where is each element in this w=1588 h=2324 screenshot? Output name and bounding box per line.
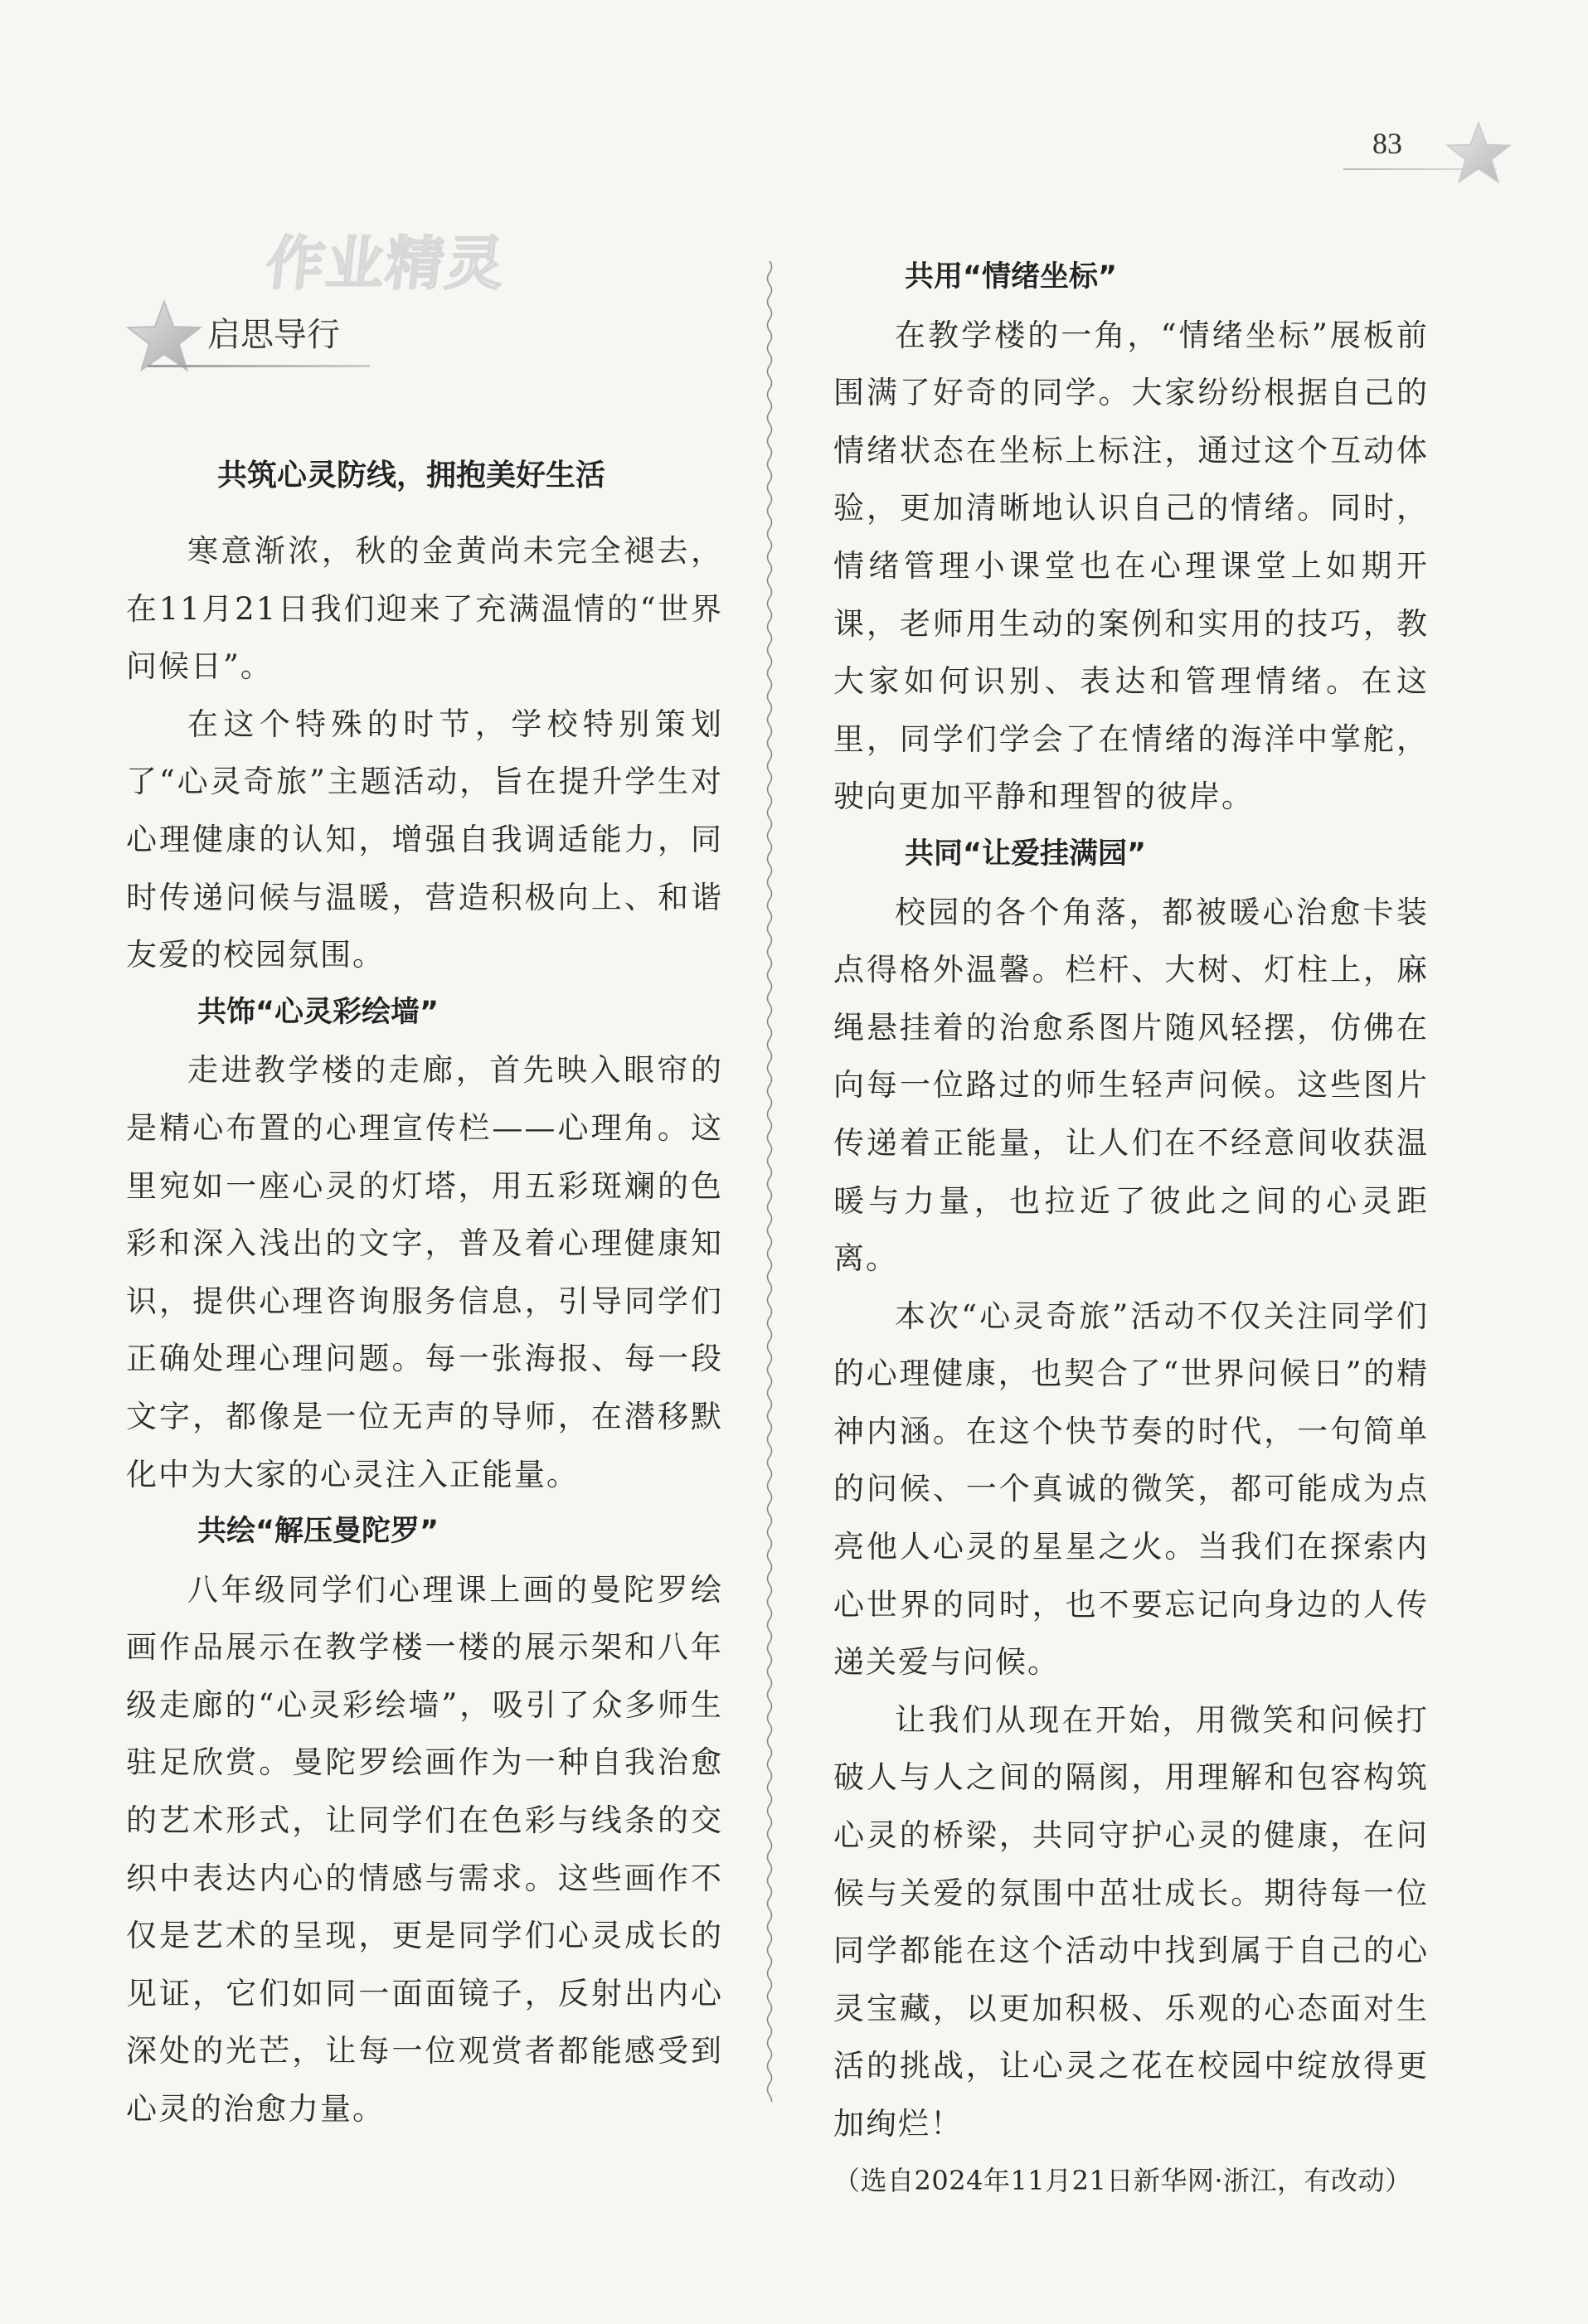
left-column	[126, 522, 723, 2138]
subheading: 共同“让爱挂满园”	[905, 837, 1147, 871]
right-column	[833, 249, 1429, 2208]
paragraph: 寒意渐浓，秋的金黄尚未完全褪去，在11月21日我们迎来了充满温情的“世界问候日”。	[126, 533, 723, 685]
subheading: 共绘“解压曼陀罗”	[197, 1515, 439, 1549]
paragraph: 校园的各个角落，都被暖心治愈卡装点得格外温馨。栏杆、大树、灯柱上，麻绳悬挂着的治愈系图片随风轻摆，仿佛在向每一位路过的师生轻声问候。这些图片传递着正能量，让人们在不经意间收获温暖与力量，也拉近了彼此之间的心灵距离。	[833, 894, 1429, 1277]
paragraph: 本次“心灵奇旅”活动不仅关注同学们的心理健康，也契合了“世界问候日”的精神内涵。在这个快节奏的时代，一句简单的问候、一个真诚的微笑，都可能成为点亮他人心灵的星星之火。当我们在探索内心世界的同时，也不要忘记向身边的人传递关爱与问候。	[833, 1298, 1429, 1681]
section-rule	[148, 365, 370, 367]
header-star-icon	[1445, 120, 1513, 185]
subheading: 共饰“心灵彩绘墙”	[197, 995, 439, 1029]
section-star-icon	[124, 298, 204, 373]
watermark-text: 作业精灵	[263, 230, 509, 298]
source-citation: （选自2024年11月21日新华网·浙江，有改动）	[833, 2164, 1412, 2196]
paragraph: 走进教学楼的走廊，首先映入眼帘的是精心布置的心理宣传栏——心理角。这里宛如一座心灵的灯塔，用五彩斑斓的色彩和深入浅出的文字，普及着心理健康知识，提供心理咨询服务信息，引导同学们正确处理心理问题。每一张海报、每一段文字，都像是一位无声的导师，在潜移默化中为大家的心灵注入正能量。	[126, 1052, 723, 1492]
paragraph: 在教学楼的一角，“情绪坐标”展板前围满了好奇的同学。大家纷纷根据自己的情绪状态在坐标上标注，通过这个互动体验，更加清晰地认识自己的情绪。同时，情绪管理小课堂也在心理课堂上如期开课，老师用生动的案例和实用的技巧，教大家如何识别、表达和管理情绪。在这里，同学们学会了在情绪的海洋中掌舵，驶向更加平静和理智的彼岸。	[833, 317, 1429, 815]
page-number: 83	[1372, 127, 1402, 160]
column-divider	[765, 261, 775, 2102]
paragraph: 让我们从现在开始，用微笑和问候打破人与人之间的隔阂，用理解和包容构筑心灵的桥梁，共同守护心灵的健康，在问候与关爱的氛围中茁壮成长。期待每一位同学都能在这个活动中找到属于自己的心灵宝藏，以更加积极、乐观的心态面对生活的挑战，让心灵之花在校园中绽放得更加绚烂！	[833, 1701, 1429, 2142]
section-title: 启思导行	[207, 316, 340, 354]
subheading: 共用“情绪坐标”	[905, 260, 1118, 294]
article-title: 共筑心灵防线，拥抱美好生活	[217, 458, 606, 492]
paragraph: 在这个特殊的时节，学校特别策划了“心灵奇旅”主题活动，旨在提升学生对心理健康的认知，增强自我调适能力，同时传递问候与温暖，营造积极向上、和谐友爱的校园氛围。	[126, 706, 723, 973]
paragraph: 八年级同学们心理课上画的曼陀罗绘画作品展示在教学楼一楼的展示架和八年级走廊的“心灵彩绘墙”，吸引了众多师生驻足欣赏。曼陀罗绘画作为一种自我治愈的艺术形式，让同学们在色彩与线条的交织中表达内心的情感与需求。这些画作不仅是艺术的呈现，更是同学们心灵成长的见证，它们如同一面面镜子，反射出内心深处的光芒，让每一位观赏者都能感受到心灵的治愈力量。	[126, 1571, 723, 2128]
